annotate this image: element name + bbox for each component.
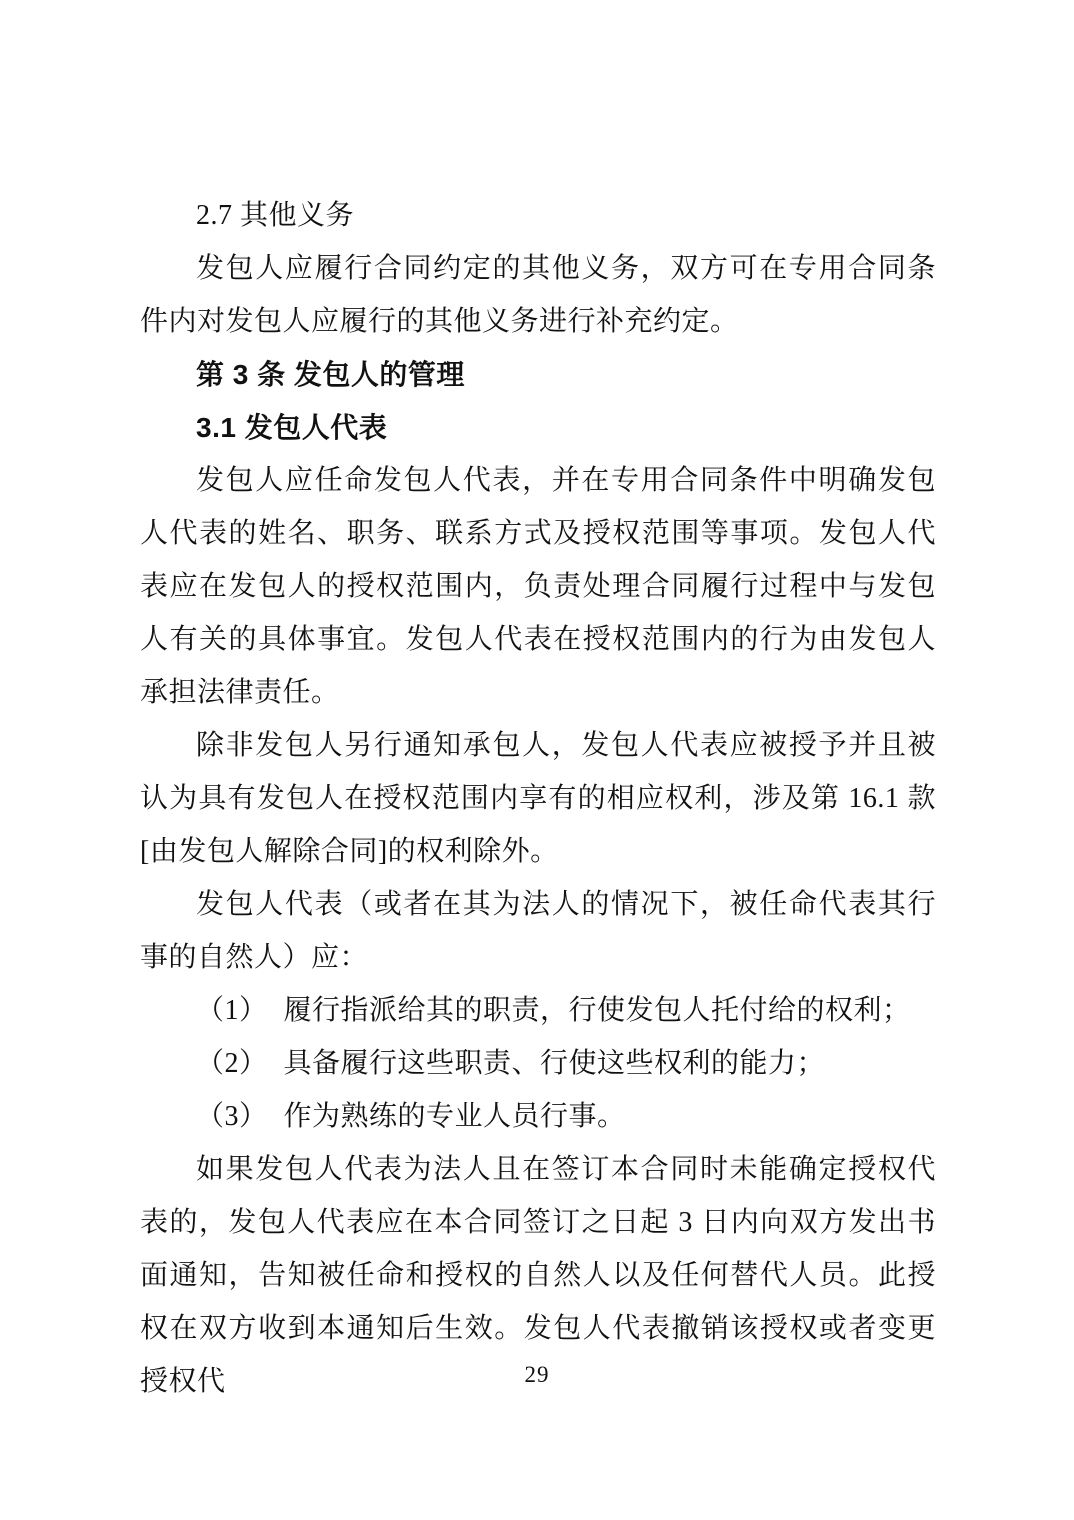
clause-3-1-heading: 3.1 发包人代表: [196, 412, 388, 443]
list-item-2: [140, 1037, 936, 1090]
list-item-1-marker: （1）: [196, 995, 268, 1026]
list-item-1: [140, 984, 936, 1037]
paragraph-representative-rights: 除非发包人另行通知承包人，发包人代表应被授予并且被认为具有发包人在授权范围内享有的相应权利，涉及第 16.1 款[由发包人解除合同]的权利除外。: [140, 730, 936, 867]
list-item-2-text: 具备履行这些职责、行使这些权利的能力；: [283, 1048, 826, 1079]
list-item-1-text: 履行指派给其的职责，行使发包人托付给的权利；: [283, 995, 911, 1026]
paragraph-other-obligations: 发包人应履行合同约定的其他义务，双方可在专用合同条件内对发包人应履行的其他义务进行补充约定。: [140, 253, 936, 337]
page-number: 29: [524, 1362, 550, 1387]
paragraph-representative-appointment: 发包人应任命发包人代表，并在专用合同条件中明确发包人代表的姓名、职务、联系方式及授权范围等事项。发包人代表应在发包人的授权范围内，负责处理合同履行过程中与发包人有关的具体事宜。发包人代表在授权范围内的行为由发包人承担法律责任。: [140, 465, 936, 708]
list-item-3-text: 作为熟练的专业人员行事。: [283, 1101, 626, 1132]
document-content: [140, 189, 936, 1408]
section-heading-2-7: 2.7 其他义务: [196, 200, 355, 231]
article-3-heading: 第 3 条 发包人的管理: [196, 359, 465, 390]
list-item-2-marker: （2）: [196, 1048, 268, 1079]
list-item-3-marker: （3）: [196, 1101, 268, 1132]
paragraph-representative-intro: 发包人代表（或者在其为法人的情况下，被任命代表其行事的自然人）应：: [140, 889, 936, 973]
list-item-3: [140, 1090, 936, 1143]
paragraph-authorization-notice: 如果发包人代表为法人且在签订本合同时未能确定授权代表的，发包人代表应在本合同签订之日起 3 日内向双方发出书面通知，告知被任命和授权的自然人以及任何替代人员。此授权在双方收到本通知后生效。发包人代表撤销该授权或者变更授权代: [140, 1154, 936, 1397]
